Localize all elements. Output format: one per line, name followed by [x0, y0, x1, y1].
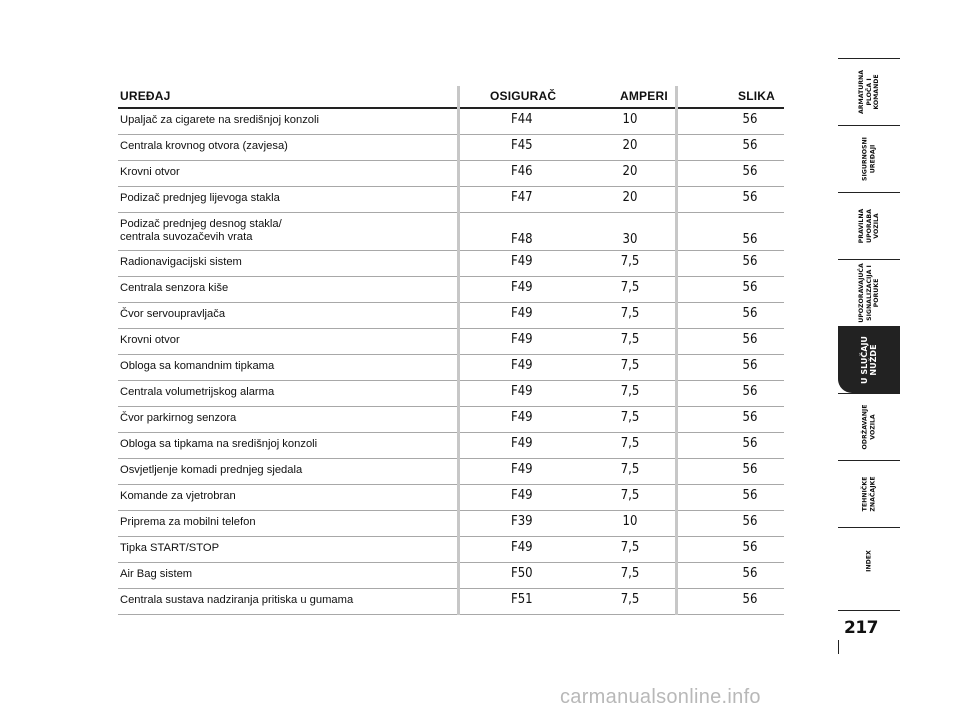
table-row	[118, 135, 784, 161]
tab-maintenance[interactable]	[838, 393, 900, 460]
fuse-cell: F44	[511, 112, 533, 127]
device-cell: Komande za vjetrobran	[120, 490, 236, 502]
device-cell: Krovni otvor	[120, 166, 180, 178]
tab-label: SIGURNOSNI UREĐAJI	[861, 137, 876, 182]
device-cell: Centrala sustava nadziranja pritiska u gumama	[120, 594, 354, 606]
amperes-cell: 10	[622, 514, 638, 529]
figure-cell: 56	[742, 410, 758, 425]
table-row	[118, 381, 784, 407]
table-row	[118, 433, 784, 459]
amperes-cell: 20	[622, 164, 638, 179]
device-cell: Radionavigacijski sistem	[120, 256, 242, 268]
amperes-cell: 7,5	[620, 384, 640, 399]
table-row	[118, 109, 784, 135]
tab-warnings-messages[interactable]	[838, 259, 900, 326]
fuse-table	[118, 86, 784, 615]
tab-label: INDEX	[865, 550, 873, 572]
amperes-cell: 20	[622, 190, 638, 205]
amperes-cell: 10	[622, 112, 638, 127]
fuse-cell: F49	[511, 540, 533, 555]
tab-label: TEHNIČKE ZNAČAJKE	[861, 476, 876, 512]
fuse-cell: F39	[511, 514, 533, 529]
page-number: 217	[844, 618, 878, 638]
table-row	[118, 303, 784, 329]
fuse-cell: F49	[511, 462, 533, 477]
table-row	[118, 213, 784, 251]
figure-cell: 56	[742, 232, 758, 247]
tab-label: ODRŽAVANJE VOZILA	[861, 404, 876, 450]
fuse-cell: F45	[511, 138, 533, 153]
table-row	[118, 277, 784, 303]
fuse-cell: F49	[511, 436, 533, 451]
fuse-cell: F49	[511, 384, 533, 399]
device-cell: Krovni otvor	[120, 334, 180, 346]
tab-safety-devices[interactable]	[838, 125, 900, 192]
amperes-cell: 7,5	[620, 254, 640, 269]
tab-emergency[interactable]	[838, 326, 900, 393]
fuse-cell: F50	[511, 566, 533, 581]
figure-cell: 56	[742, 280, 758, 295]
amperes-cell: 7,5	[620, 332, 640, 347]
figure-cell: 56	[742, 190, 758, 205]
figure-cell: 56	[742, 540, 758, 555]
chapter-tabs	[838, 58, 900, 594]
amperes-cell: 7,5	[620, 488, 640, 503]
amperes-cell: 20	[622, 138, 638, 153]
device-cell: Podizač prednjeg lijevoga stakla	[120, 192, 280, 204]
column-separator	[457, 86, 460, 615]
table-row	[118, 161, 784, 187]
header-device: UREĐAJ	[120, 89, 171, 103]
fuse-cell: F49	[511, 488, 533, 503]
tab-correct-use[interactable]	[838, 192, 900, 259]
figure-cell: 56	[742, 488, 758, 503]
figure-cell: 56	[742, 566, 758, 581]
figure-cell: 56	[742, 514, 758, 529]
device-cell: Obloga sa tipkama na središnjoj konzoli	[120, 438, 318, 450]
table-row	[118, 485, 784, 511]
tab-index[interactable]	[838, 527, 900, 594]
figure-cell: 56	[742, 332, 758, 347]
fuse-cell: F49	[511, 306, 533, 321]
page-number-tick	[838, 640, 839, 654]
fuse-cell: F49	[511, 254, 533, 269]
figure-cell: 56	[742, 592, 758, 607]
table-row	[118, 251, 784, 277]
amperes-cell: 7,5	[620, 462, 640, 477]
tab-dashboard-controls[interactable]	[838, 58, 900, 125]
figure-cell: 56	[742, 306, 758, 321]
fuse-cell: F48	[511, 232, 533, 247]
device-cell: Upaljač za cigarete na središnjoj konzoli	[120, 114, 319, 126]
tab-label: PRAVILNA UPORABA VOZILA	[857, 208, 880, 244]
fuse-cell: F51	[511, 592, 533, 607]
table-row	[118, 537, 784, 563]
table-row	[118, 329, 784, 355]
device-cell: Centrala krovnog otvora (zavjesa)	[120, 140, 288, 152]
tab-label: UPOZORAVAJUĆA SIGNALIZACIJA I PORUKE	[857, 263, 880, 323]
tab-label: ARMATURNA PLOČA I KOMANDE	[857, 70, 880, 114]
table-header	[118, 86, 784, 109]
device-cell: Priprema za mobilni telefon	[120, 516, 256, 528]
figure-cell: 56	[742, 112, 758, 127]
tab-technical-data[interactable]	[838, 460, 900, 527]
device-cell: Osvjetljenje komadi prednjeg sjedala	[120, 464, 303, 476]
figure-cell: 56	[742, 138, 758, 153]
header-figure: SLIKA	[738, 89, 775, 103]
amperes-cell: 7,5	[620, 306, 640, 321]
device-cell: Air Bag sistem	[120, 568, 193, 580]
fuse-cell: F47	[511, 190, 533, 205]
fuse-cell: F46	[511, 164, 533, 179]
device-cell: Tipka START/STOP	[120, 542, 220, 554]
device-cell: Obloga sa komandnim tipkama	[120, 360, 275, 372]
fuse-cell: F49	[511, 280, 533, 295]
figure-cell: 56	[742, 358, 758, 373]
device-cell: Podizač prednjeg desnog stakla/ centrala suvozačevih vrata	[120, 218, 282, 243]
fuse-cell: F49	[511, 358, 533, 373]
page-number-rule	[838, 610, 900, 611]
figure-cell: 56	[742, 462, 758, 477]
header-amperes: AMPERI	[620, 89, 668, 103]
figure-cell: 56	[742, 436, 758, 451]
amperes-cell: 7,5	[620, 566, 640, 581]
table-row	[118, 459, 784, 485]
amperes-cell: 7,5	[620, 540, 640, 555]
fuse-cell: F49	[511, 410, 533, 425]
amperes-cell: 30	[622, 232, 638, 247]
table-row	[118, 589, 784, 615]
watermark: carmanualsonline.info	[560, 686, 761, 708]
amperes-cell: 7,5	[620, 592, 640, 607]
device-cell: Centrala senzora kiše	[120, 282, 229, 294]
table-row	[118, 355, 784, 381]
table-body	[118, 109, 784, 615]
header-fuse: OSIGURAČ	[490, 89, 557, 103]
amperes-cell: 7,5	[620, 410, 640, 425]
table-row	[118, 511, 784, 537]
amperes-cell: 7,5	[620, 436, 640, 451]
tab-label: U SLUČAJU NUŽDE	[860, 336, 878, 384]
figure-cell: 56	[742, 384, 758, 399]
device-cell: Čvor parkirnog senzora	[120, 412, 237, 424]
device-cell: Centrala volumetrijskog alarma	[120, 386, 275, 398]
column-separator	[675, 86, 678, 615]
table-row	[118, 407, 784, 433]
device-cell: Čvor servoupravljača	[120, 308, 226, 320]
table-row	[118, 563, 784, 589]
amperes-cell: 7,5	[620, 280, 640, 295]
figure-cell: 56	[742, 164, 758, 179]
table-row	[118, 187, 784, 213]
amperes-cell: 7,5	[620, 358, 640, 373]
fuse-cell: F49	[511, 332, 533, 347]
figure-cell: 56	[742, 254, 758, 269]
